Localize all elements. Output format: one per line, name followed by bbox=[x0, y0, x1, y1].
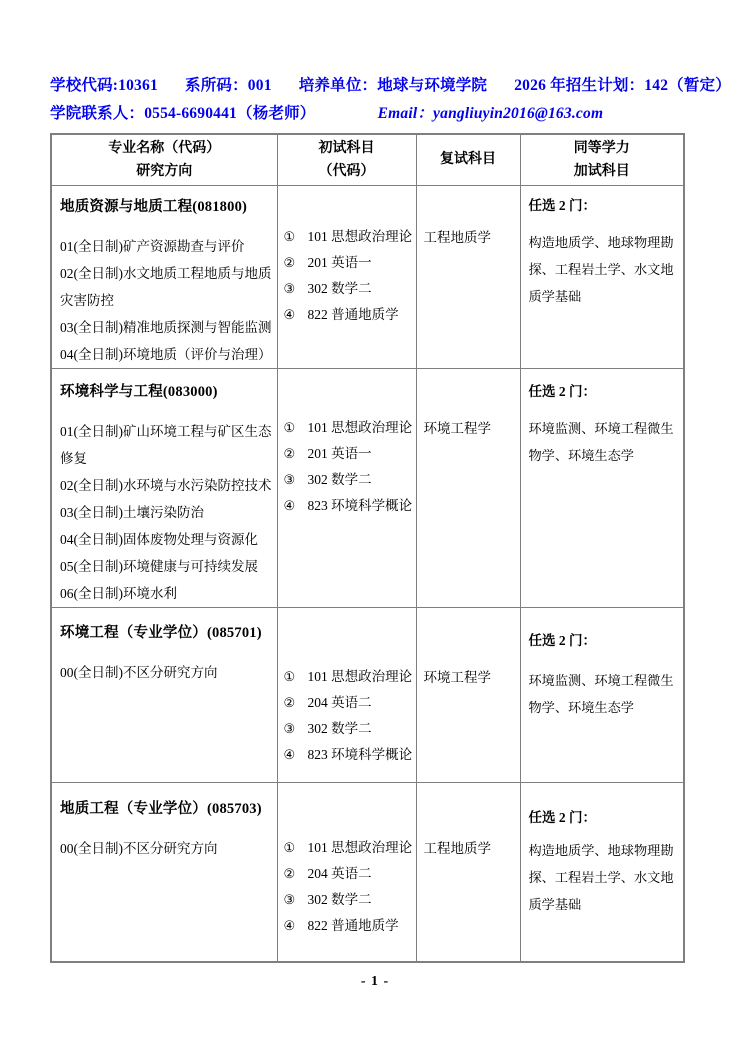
addon-subjects: 构造地质学、地球物理勘探、工程岩土学、水文地质学基础 bbox=[528, 842, 674, 912]
table-row bbox=[51, 782, 684, 962]
addon-cell bbox=[520, 607, 684, 782]
program-title: 地质工程（专业学位）(085703) bbox=[60, 800, 262, 817]
exam-number: ③ bbox=[283, 471, 296, 487]
enrollment-plan: 2026 年招生计划：142（暂定） bbox=[514, 77, 731, 94]
exam-text: 302 数学二 bbox=[307, 720, 372, 736]
exam-text: 302 数学二 bbox=[307, 471, 372, 487]
col-header-line: 初试科目 bbox=[318, 140, 375, 156]
page-number: - 1 - bbox=[360, 974, 390, 989]
exam-text: 101 思想政治理论 bbox=[307, 839, 413, 855]
col-header-line: 加试科目 bbox=[573, 163, 630, 179]
exam-item bbox=[284, 664, 416, 690]
exam-item bbox=[284, 835, 416, 861]
exam-item bbox=[284, 224, 416, 250]
program-title: 环境科学与工程(083000) bbox=[60, 383, 218, 400]
exam-text: 101 思想政治理论 bbox=[307, 419, 413, 435]
research-direction: 04(全日制)环境地质（评价与治理） bbox=[60, 346, 272, 362]
program-cell bbox=[51, 185, 277, 368]
exam-item bbox=[284, 467, 416, 493]
exam-text: 302 数学二 bbox=[307, 891, 372, 907]
research-direction: 03(全日制)土壤污染防治 bbox=[60, 504, 204, 520]
exam-item bbox=[284, 415, 416, 441]
initial-exams-cell bbox=[277, 368, 416, 607]
exam-text: 822 普通地质学 bbox=[307, 306, 399, 322]
program-cell bbox=[51, 607, 277, 782]
exam-item bbox=[284, 887, 416, 913]
retest-cell bbox=[416, 185, 520, 368]
retest-subject: 工程地质学 bbox=[423, 229, 491, 245]
exam-text: 101 思想政治理论 bbox=[307, 668, 413, 684]
contact-person: 学院联系人：0554-6690441（杨老师） bbox=[50, 105, 316, 122]
exam-item bbox=[284, 716, 416, 742]
exam-number: ④ bbox=[283, 917, 296, 933]
research-direction: 06(全日制)环境水利 bbox=[60, 585, 177, 601]
exam-number: ② bbox=[283, 865, 296, 881]
table-header-row bbox=[51, 134, 684, 185]
research-direction: 03(全日制)精准地质探测与智能监测 bbox=[60, 319, 272, 335]
retest-subject: 工程地质学 bbox=[423, 840, 491, 856]
header-line-2 bbox=[50, 100, 706, 128]
retest-cell bbox=[416, 607, 520, 782]
exam-text: 204 英语二 bbox=[307, 694, 372, 710]
exam-item bbox=[284, 913, 416, 939]
col-header-line: （代码） bbox=[318, 163, 375, 179]
school-code: 学校代码:10361 bbox=[50, 77, 158, 94]
research-direction: 00(全日制)不区分研究方向 bbox=[60, 840, 218, 856]
research-direction: 00(全日制)不区分研究方向 bbox=[60, 664, 218, 680]
exam-number: ① bbox=[283, 668, 296, 684]
exam-item bbox=[284, 302, 416, 328]
exam-number: ③ bbox=[283, 280, 296, 296]
research-directions bbox=[60, 835, 277, 862]
exam-number: ③ bbox=[283, 720, 296, 736]
exam-text: 302 数学二 bbox=[307, 280, 372, 296]
program-cell bbox=[51, 782, 277, 962]
addon-cell bbox=[520, 185, 684, 368]
initial-exams-cell bbox=[277, 185, 416, 368]
table-row bbox=[51, 185, 684, 368]
addon-subjects: 环境监测、环境工程微生物学、环境生态学 bbox=[528, 672, 674, 715]
research-direction: 05(全日制)环境健康与可持续发展 bbox=[60, 558, 258, 574]
initial-exams-cell bbox=[277, 607, 416, 782]
research-direction: 02(全日制)水文地质工程地质与地质灾害防控 bbox=[60, 265, 272, 308]
addon-subjects: 构造地质学、地球物理勘探、工程岩土学、水文地质学基础 bbox=[528, 234, 674, 304]
program-title: 环境工程（专业学位）(085701) bbox=[60, 624, 262, 641]
retest-subject: 环境工程学 bbox=[423, 669, 491, 685]
col-header-line: 研究方向 bbox=[136, 163, 193, 179]
col-header-line: 复试科目 bbox=[440, 152, 496, 168]
exam-text: 822 普通地质学 bbox=[307, 917, 399, 933]
exam-item bbox=[284, 276, 416, 302]
exam-number: ① bbox=[283, 419, 296, 435]
exam-text: 201 英语一 bbox=[307, 254, 372, 270]
table-row bbox=[51, 607, 684, 782]
exam-item bbox=[284, 250, 416, 276]
exam-item bbox=[284, 441, 416, 467]
retest-subject: 环境工程学 bbox=[423, 420, 491, 436]
col-header-initial-exam bbox=[277, 134, 416, 185]
admissions-table bbox=[50, 133, 685, 963]
program-title: 地质资源与地质工程(081800) bbox=[60, 198, 248, 215]
exam-text: 823 环境科学概论 bbox=[307, 497, 413, 513]
exam-number: ① bbox=[283, 839, 296, 855]
exam-item bbox=[284, 742, 416, 768]
program-cell bbox=[51, 368, 277, 607]
exam-number: ② bbox=[283, 254, 296, 270]
exam-text: 823 环境科学概论 bbox=[307, 746, 413, 762]
addon-subjects: 环境监测、环境工程微生物学、环境生态学 bbox=[528, 420, 674, 463]
retest-cell bbox=[416, 368, 520, 607]
research-directions bbox=[60, 233, 277, 368]
addon-cell bbox=[520, 368, 684, 607]
exam-text: 201 英语一 bbox=[307, 445, 372, 461]
col-header-program bbox=[51, 134, 277, 185]
addon-title: 任选 2 门： bbox=[528, 383, 596, 399]
retest-cell bbox=[416, 782, 520, 962]
research-directions bbox=[60, 418, 277, 607]
exam-number: ① bbox=[283, 228, 296, 244]
dept-code: 系所码：001 bbox=[185, 77, 272, 94]
research-directions bbox=[60, 659, 277, 686]
training-unit: 培养单位：地球与环境学院 bbox=[298, 77, 488, 94]
col-header-retest bbox=[416, 134, 520, 185]
addon-title: 任选 2 门： bbox=[528, 632, 596, 648]
research-direction: 01(全日制)矿山环境工程与矿区生态修复 bbox=[60, 423, 272, 466]
table-row bbox=[51, 368, 684, 607]
document-header bbox=[50, 72, 731, 128]
exam-number: ④ bbox=[283, 746, 296, 762]
initial-exams-cell bbox=[277, 782, 416, 962]
exam-number: ② bbox=[283, 694, 296, 710]
addon-cell bbox=[520, 782, 684, 962]
exam-text: 204 英语二 bbox=[307, 865, 372, 881]
research-direction: 02(全日制)水环境与水污染防控技术 bbox=[60, 477, 272, 493]
exam-number: ② bbox=[283, 445, 296, 461]
header-line-1 bbox=[50, 72, 731, 100]
exam-item bbox=[284, 861, 416, 887]
exam-item bbox=[284, 493, 416, 519]
addon-title: 任选 2 门： bbox=[528, 809, 596, 825]
exam-text: 101 思想政治理论 bbox=[307, 228, 413, 244]
exam-number: ④ bbox=[283, 497, 296, 513]
research-direction: 04(全日制)固体废物处理与资源化 bbox=[60, 531, 258, 547]
col-header-addon bbox=[520, 134, 684, 185]
addon-title: 任选 2 门： bbox=[528, 197, 596, 213]
exam-number: ④ bbox=[283, 306, 296, 322]
col-header-line: 同等学力 bbox=[573, 140, 630, 156]
exam-number: ③ bbox=[283, 891, 296, 907]
col-header-line: 专业名称（代码） bbox=[108, 140, 221, 156]
contact-email: Email：yangliuyin2016@163.com bbox=[377, 105, 604, 122]
exam-item bbox=[284, 690, 416, 716]
research-direction: 01(全日制)矿产资源勘查与评价 bbox=[60, 238, 245, 254]
